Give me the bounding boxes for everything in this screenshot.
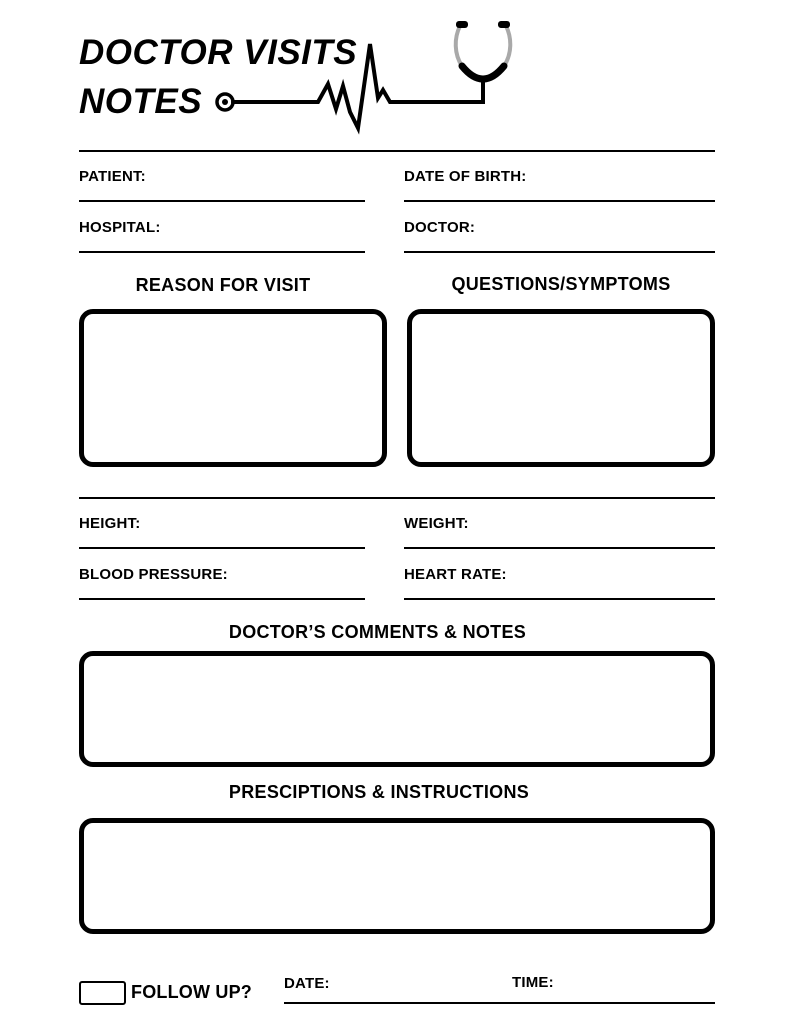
follow-up-date-time-line[interactable] <box>284 1002 715 1004</box>
vitals-divider <box>79 497 715 499</box>
height-field-line[interactable] <box>79 547 365 549</box>
follow-up-label: FOLLOW UP? <box>131 982 252 1002</box>
prescriptions-box[interactable] <box>79 818 715 934</box>
blood-pressure-field-line[interactable] <box>79 598 365 600</box>
weight-label: WEIGHT: <box>404 515 469 532</box>
doctor-field-line[interactable] <box>404 251 715 253</box>
patient-label: PATIENT: <box>79 168 146 185</box>
prescriptions-heading: PRESCIPTIONS & INSTRUCTIONS <box>228 782 530 802</box>
blood-pressure-label: BLOOD PRESSURE: <box>79 566 228 583</box>
reason-for-visit-heading: REASON FOR VISIT <box>135 275 311 295</box>
header-divider <box>79 150 715 152</box>
hospital-field-line[interactable] <box>79 251 365 253</box>
questions-symptoms-heading: QUESTIONS/SYMPTOMS <box>451 274 671 294</box>
follow-up-checkbox[interactable] <box>79 981 126 1005</box>
doctor-label: DOCTOR: <box>404 219 476 236</box>
date-of-birth-label: DATE OF BIRTH: <box>404 168 527 185</box>
doctors-comments-box[interactable] <box>79 651 715 767</box>
questions-symptoms-box[interactable] <box>407 309 715 467</box>
reason-for-visit-box[interactable] <box>79 309 387 467</box>
follow-up-date-label: DATE: <box>284 975 330 992</box>
date-of-birth-field-line[interactable] <box>404 200 715 202</box>
patient-field-line[interactable] <box>79 200 365 202</box>
title-line-2: NOTES <box>79 82 203 121</box>
hospital-label: HOSPITAL: <box>79 219 161 236</box>
weight-field-line[interactable] <box>404 547 715 549</box>
heart-rate-label: HEART RATE: <box>404 566 507 583</box>
title-line-1: DOCTOR VISITS <box>79 33 358 72</box>
height-label: HEIGHT: <box>79 515 141 532</box>
stethoscope-icon <box>448 14 518 104</box>
follow-up-time-label: TIME: <box>512 974 554 991</box>
doctors-comments-heading: DOCTOR’S COMMENTS & NOTES <box>228 622 527 642</box>
heart-rate-field-line[interactable] <box>404 598 715 600</box>
